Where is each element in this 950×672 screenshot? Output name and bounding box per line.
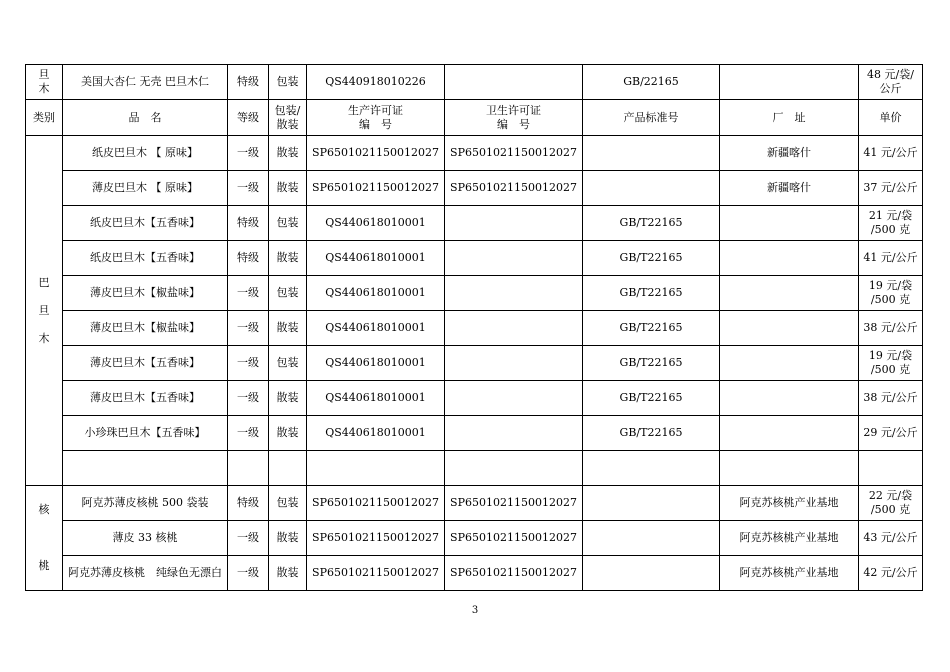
product-name-cell: 阿克苏薄皮核桃 500 袋装 [63, 486, 228, 521]
header-price: 单价 [859, 100, 923, 136]
price-cell: 19 元/袋 /500 克 [859, 276, 923, 311]
table-row [26, 451, 923, 486]
page-number: 3 [471, 605, 479, 616]
price-cell: 37 元/公斤 [859, 171, 923, 206]
product-name-cell: 纸皮巴旦木 【 原味】 [63, 136, 228, 171]
product-name-cell: 薄皮巴旦木【五香味】 [63, 346, 228, 381]
packaging-cell: 包装 [269, 206, 307, 241]
grade-cell: 特级 [228, 65, 269, 100]
product-name-cell: 纸皮巴旦木【五香味】 [63, 206, 228, 241]
health-license-cell: SP6501021150012027 [445, 556, 583, 591]
health-license-cell [445, 276, 583, 311]
factory-address-cell: 阿克苏核桃产业基地 [720, 486, 859, 521]
product-standard-cell: GB/T22165 [583, 381, 720, 416]
product-name-cell: 小珍珠巴旦木【五香味】 [63, 416, 228, 451]
product-name-cell: 薄皮 33 核桃 [63, 521, 228, 556]
packaging-cell: 散装 [269, 171, 307, 206]
grade-cell: 特级 [228, 241, 269, 276]
packaging-cell: 散装 [269, 521, 307, 556]
table-header-row [26, 100, 923, 136]
header-grade: 等级 [228, 100, 269, 136]
product-standard-cell: GB/T22165 [583, 416, 720, 451]
category-cell: 旦 木 [26, 65, 63, 100]
header-production-license: 生产许可证 编 号 [307, 100, 445, 136]
grade-cell: 一级 [228, 136, 269, 171]
factory-address-cell: 新疆喀什 [720, 136, 859, 171]
table-row [26, 171, 923, 206]
health-license-cell [445, 65, 583, 100]
price-cell: 42 元/公斤 [859, 556, 923, 591]
health-license-cell: SP6501021150012027 [445, 486, 583, 521]
production-license-cell: SP6501021150012027 [307, 171, 445, 206]
product-standard-cell [583, 136, 720, 171]
table-row [26, 416, 923, 451]
grade-cell: 一级 [228, 381, 269, 416]
product-standard-cell: GB/T22165 [583, 346, 720, 381]
health-license-cell: SP6501021150012027 [445, 171, 583, 206]
product-standard-cell [583, 451, 720, 486]
price-cell: 38 元/公斤 [859, 311, 923, 346]
price-cell: 19 元/袋 /500 克 [859, 346, 923, 381]
health-license-cell [445, 381, 583, 416]
product-name-cell [63, 451, 228, 486]
product-standard-cell: GB/22165 [583, 65, 720, 100]
header-health-license: 卫生许可证 编 号 [445, 100, 583, 136]
factory-address-cell [720, 451, 859, 486]
grade-cell: 一级 [228, 171, 269, 206]
grade-cell: 特级 [228, 486, 269, 521]
product-name-cell: 薄皮巴旦木【椒盐味】 [63, 276, 228, 311]
grade-cell: 一级 [228, 311, 269, 346]
health-license-cell: SP6501021150012027 [445, 521, 583, 556]
packaging-cell: 包装 [269, 65, 307, 100]
price-cell: 22 元/袋 /500 克 [859, 486, 923, 521]
header-category: 类别 [26, 100, 63, 136]
product-standard-cell [583, 486, 720, 521]
grade-cell [228, 451, 269, 486]
factory-address-cell [720, 241, 859, 276]
health-license-cell [445, 451, 583, 486]
product-standard-cell: GB/T22165 [583, 206, 720, 241]
grade-cell: 特级 [228, 206, 269, 241]
health-license-cell [445, 311, 583, 346]
header-factory: 厂 址 [720, 100, 859, 136]
factory-address-cell [720, 206, 859, 241]
table-row [26, 65, 923, 100]
price-cell: 41 元/公斤 [859, 241, 923, 276]
factory-address-cell [720, 311, 859, 346]
packaging-cell: 包装 [269, 276, 307, 311]
packaging-cell: 散装 [269, 416, 307, 451]
grade-cell: 一级 [228, 521, 269, 556]
product-standard-cell [583, 171, 720, 206]
factory-address-cell: 新疆喀什 [720, 171, 859, 206]
production-license-cell: QS440618010001 [307, 311, 445, 346]
product-table [25, 64, 923, 591]
factory-address-cell [720, 346, 859, 381]
packaging-cell: 包装 [269, 346, 307, 381]
price-cell: 48 元/袋/ 公斤 [859, 65, 923, 100]
production-license-cell: SP6501021150012027 [307, 556, 445, 591]
production-license-cell: SP6501021150012027 [307, 521, 445, 556]
production-license-cell: QS440618010001 [307, 206, 445, 241]
product-standard-cell: GB/T22165 [583, 311, 720, 346]
product-standard-cell: GB/T22165 [583, 276, 720, 311]
production-license-cell: QS440618010001 [307, 416, 445, 451]
table-row [26, 241, 923, 276]
packaging-cell: 散装 [269, 381, 307, 416]
price-cell: 38 元/公斤 [859, 381, 923, 416]
health-license-cell [445, 241, 583, 276]
product-standard-cell [583, 556, 720, 591]
packaging-cell: 散装 [269, 241, 307, 276]
category-cell: 巴 旦 木 [26, 136, 63, 486]
table-row [26, 346, 923, 381]
production-license-cell: QS440618010001 [307, 346, 445, 381]
price-cell: 43 元/公斤 [859, 521, 923, 556]
table-row [26, 276, 923, 311]
product-name-cell: 薄皮巴旦木【五香味】 [63, 381, 228, 416]
packaging-cell: 散装 [269, 311, 307, 346]
factory-address-cell [720, 276, 859, 311]
production-license-cell: SP6501021150012027 [307, 486, 445, 521]
health-license-cell: SP6501021150012027 [445, 136, 583, 171]
packaging-cell: 散装 [269, 556, 307, 591]
factory-address-cell [720, 381, 859, 416]
category-cell: 核 桃 [26, 486, 63, 591]
grade-cell: 一级 [228, 346, 269, 381]
product-standard-cell: GB/T22165 [583, 241, 720, 276]
factory-address-cell [720, 416, 859, 451]
product-name-cell: 阿克苏薄皮核桃 纯绿色无漂白 [63, 556, 228, 591]
price-cell: 21 元/袋 /500 克 [859, 206, 923, 241]
factory-address-cell [720, 65, 859, 100]
health-license-cell [445, 416, 583, 451]
product-name-cell: 美国大杏仁 无壳 巴旦木仁 [63, 65, 228, 100]
product-name-cell: 纸皮巴旦木【五香味】 [63, 241, 228, 276]
product-name-cell: 薄皮巴旦木【椒盐味】 [63, 311, 228, 346]
production-license-cell: SP6501021150012027 [307, 136, 445, 171]
packaging-cell: 包装 [269, 486, 307, 521]
production-license-cell: QS440618010001 [307, 241, 445, 276]
table-row [26, 311, 923, 346]
product-name-cell: 薄皮巴旦木 【 原味】 [63, 171, 228, 206]
health-license-cell [445, 206, 583, 241]
production-license-cell: QS440918010226 [307, 65, 445, 100]
table-row [26, 556, 923, 591]
factory-address-cell: 阿克苏核桃产业基地 [720, 521, 859, 556]
health-license-cell [445, 346, 583, 381]
packaging-cell [269, 451, 307, 486]
grade-cell: 一级 [228, 416, 269, 451]
factory-address-cell: 阿克苏核桃产业基地 [720, 556, 859, 591]
product-standard-cell [583, 521, 720, 556]
table-row [26, 381, 923, 416]
header-name: 品 名 [63, 100, 228, 136]
table-row [26, 136, 923, 171]
header-packaging: 包装/ 散装 [269, 100, 307, 136]
header-product-standard: 产品标准号 [583, 100, 720, 136]
grade-cell: 一级 [228, 556, 269, 591]
price-cell: 29 元/公斤 [859, 416, 923, 451]
production-license-cell [307, 451, 445, 486]
production-license-cell: QS440618010001 [307, 276, 445, 311]
table-row [26, 486, 923, 521]
grade-cell: 一级 [228, 276, 269, 311]
price-cell: 41 元/公斤 [859, 136, 923, 171]
price-cell [859, 451, 923, 486]
packaging-cell: 散装 [269, 136, 307, 171]
table-row [26, 206, 923, 241]
table-row [26, 521, 923, 556]
production-license-cell: QS440618010001 [307, 381, 445, 416]
